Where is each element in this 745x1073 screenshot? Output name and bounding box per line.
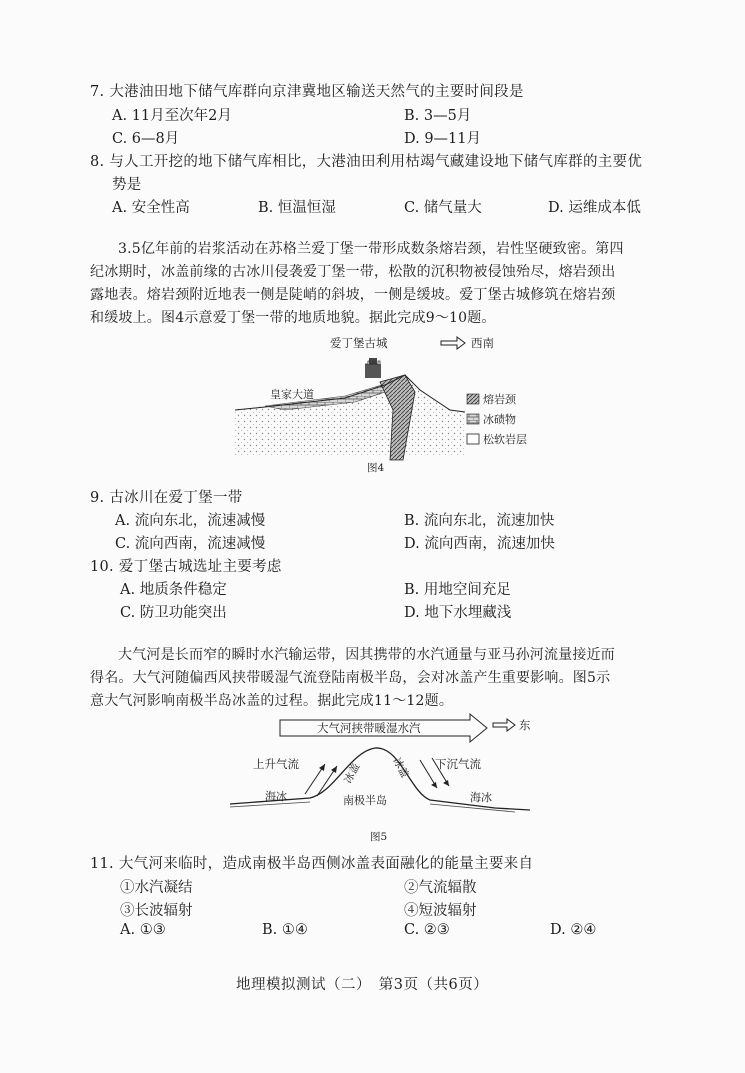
passage2-line3: 意大气河影响南极半岛冰盖的过程。据此完成11～12题。	[90, 693, 454, 709]
q9-option-b: B. 流向东北，流速加快	[404, 513, 555, 529]
castle-label: 爱丁堡古城	[330, 336, 388, 350]
figure-4-geology	[225, 330, 565, 475]
q8-option-d: D. 运维成本低	[548, 200, 641, 216]
q9-option-d: D. 流向西南，流速加快	[404, 536, 555, 552]
passage2-line2: 得名。大气河随偏西风挟带暖湿气流登陆南极半岛，会对冰盖产生重要影响。图5示	[90, 670, 611, 686]
q7-option-a: A. 11月至次年2月	[112, 108, 232, 124]
q9-option-c: C. 流向西南，流速减慢	[115, 536, 266, 552]
direction-arrow-icon	[441, 337, 465, 349]
east-label: 东	[519, 718, 531, 732]
peninsula-label: 南极半岛	[343, 794, 387, 807]
band-label: 大气河挟带暖湿水汽	[317, 721, 421, 735]
figure-5-caption: 图5	[370, 831, 388, 843]
q11-option-d: D. ②④	[550, 922, 597, 938]
legend-lava-swatch	[467, 394, 479, 404]
updraft-arrows	[305, 764, 337, 796]
sea-ice-right-label: 海冰	[470, 791, 492, 804]
ice-sheet-right-label: 冰盖	[390, 755, 411, 780]
q8-option-a: A. 安全性高	[112, 200, 190, 216]
q9-option-a: A. 流向东北，流速减慢	[115, 513, 266, 529]
updraft-label: 上升气流	[253, 757, 299, 771]
q11-option-c: C. ②③	[404, 922, 450, 938]
road-label: 皇家大道	[270, 388, 314, 401]
q10-stem: 10. 爱丁堡古城选址主要考虑	[90, 559, 282, 575]
passage1-line1: 3.5亿年前的岩浆活动在苏格兰爱丁堡一带形成数条熔岩颈，岩性坚硬致密。第四	[118, 241, 624, 257]
q10-option-b: B. 用地空间充足	[404, 582, 511, 598]
q11-item-1: ①水汽凝结	[120, 880, 193, 896]
direction-label: 西南	[471, 336, 494, 350]
q7-stem: 7. 大港油田地下储气库群向京津冀地区输送天然气的主要时间段是	[90, 84, 524, 100]
downdraft-label: 下沉气流	[435, 757, 481, 771]
figure-5-atmospheric-river	[225, 712, 555, 824]
q10-option-d: D. 地下水埋藏浅	[404, 605, 512, 621]
q11-item-3: ③长波辐射	[120, 903, 193, 919]
q11-item-2: ②气流辐散	[404, 880, 477, 896]
passage1-line3: 露地表。熔岩颈附近地表一侧是陡峭的斜坡，一侧是缓坡。爱丁堡古城修筑在熔岩颈	[90, 287, 616, 303]
passage1-line2: 纪冰期时，冰盖前缘的古冰川侵袭爱丁堡一带，松散的沉积物被侵蚀殆尽，熔岩颈出	[90, 264, 616, 280]
q7-option-b: B. 3—5月	[404, 108, 472, 124]
q11-stem: 11. 大气河来临时，造成南极半岛西侧冰盖表面融化的能量主要来自	[90, 856, 534, 872]
passage1-line4: 和缓坡上。图4示意爱丁堡一带的地质地貌。据此完成9～10题。	[90, 310, 496, 326]
q10-option-a: A. 地质条件稳定	[120, 582, 227, 598]
q7-option-d: D. 9—11月	[404, 131, 482, 147]
legend-soft-swatch	[467, 434, 479, 444]
passage2-line1: 大气河是长而窄的瞬时水汽输运带，因其携带的水汽通量与亚马孙河流量接近而	[118, 647, 615, 663]
q11-option-b: B. ①④	[262, 922, 308, 938]
q8-option-b: B. 恒温恒湿	[258, 200, 336, 216]
q8-option-c: C. 储气量大	[404, 200, 482, 216]
sea-ice-left-label: 海冰	[265, 790, 287, 803]
east-arrow-icon	[493, 719, 515, 731]
q8-stem: 8. 与人工开挖的地下储气库相比，大港油田利用枯竭气藏建设地下储气库群的主要优	[90, 154, 643, 170]
figure-4-caption: 图4	[367, 462, 385, 474]
q9-stem: 9. 古冰川在爱丁堡一带	[90, 490, 243, 506]
q7-option-c: C. 6—8月	[112, 131, 180, 147]
legend-lava-label: 熔岩颈	[483, 393, 516, 406]
legend-soft-label: 松软岩层	[483, 433, 527, 446]
legend-till-swatch	[467, 414, 479, 424]
castle-icon	[365, 358, 381, 378]
q8-stem-cont: 势是	[112, 177, 142, 193]
ice-sheet-left-label: 冰盖	[342, 761, 363, 786]
q11-option-a: A. ①③	[120, 922, 166, 938]
page-footer: 地理模拟测试（二） 第3页（共6页）	[236, 977, 489, 993]
q11-item-4: ④短波辐射	[404, 903, 477, 919]
q10-option-c: C. 防卫功能突出	[120, 605, 227, 621]
legend-till-label: 冰碛物	[483, 413, 516, 426]
